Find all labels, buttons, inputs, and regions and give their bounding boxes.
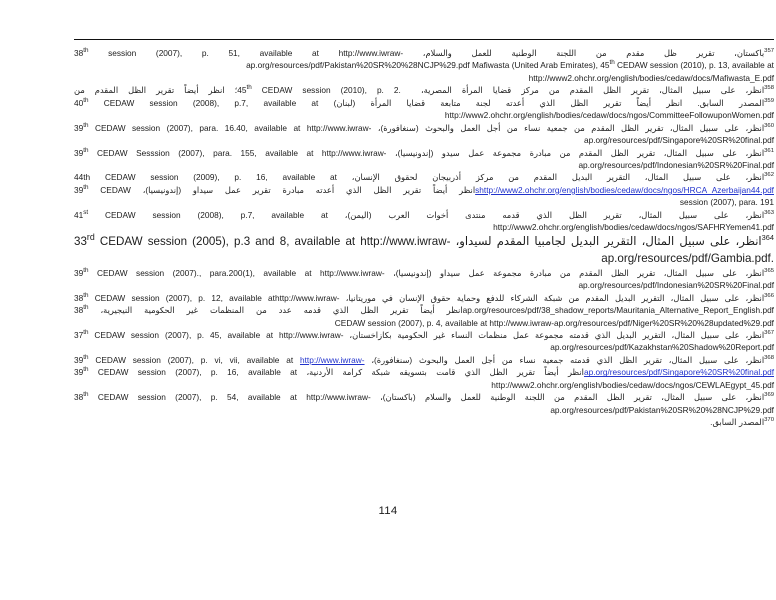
footnote-latin-text: 44th CEDAW session (2009), p. 16, available at [74, 172, 337, 183]
footnote-arabic-text: المصدر السابق. [710, 417, 765, 427]
footnote-latin-text: 38th session (2007), p. 51, available at http://www.iwraw- [74, 47, 404, 58]
footnote-362 [74, 171, 774, 183]
footnote-357-continuation-1: ap.org/resources/pdf/Pakistan%20SR%20%28NCJP%29.pdf Mafiwasta (United Arab Emirates), 45th CEDAW session (2010), p. 13, available at [246, 59, 774, 71]
footnote-arabic-text: انظر، على سبيل المثال، تقرير الظل الذي قدمته جمعية نساء من أجل العمل والبحوث (سنغافورة)، [364, 354, 765, 365]
footnote-369 [74, 391, 774, 403]
footnote-latin-text: 39th CEDAW session (2007), para. 16.40, available at http://www.iwraw- [74, 121, 372, 133]
footnote-arabic-text: انظر أيضاً تقرير الظل الذي قامت بتسويقه شبكة كرامة الأردنية، [297, 367, 584, 378]
footnote-latin-text: 41st CEDAW session (2008), p.7, available at [74, 208, 328, 220]
footnote-latin-text: 39th CEDAW session (2007), p. vi, vii, available at [74, 354, 300, 365]
footnote-marker: 357 [764, 48, 775, 55]
footnote-latin-text: 39th CEDAW [74, 184, 131, 195]
footnote-370 [74, 416, 774, 428]
footnote-arabic-text: انظر، على سبيل المثال، التقرير البديل الذي قدمته مجموعة عمل منظمات النساء غير الحكومية بكازاخستان، [343, 329, 765, 340]
footnote-arabic-text: انظر، على سبيل المثال، تقرير الظل المقدم من اللجنة الوطنية للعمل والسلام (باكستان)، [370, 392, 765, 403]
footnotes-container [74, 47, 774, 428]
footnote-marker: 364 [761, 233, 774, 243]
footnote-arabic-text: انظر، على سبيل المثال، التقرير البديل المقدم من مركز أذربيجان لحقوق الإنسان، [336, 172, 765, 183]
footnote-364-continuation-1: ap.org/resources/pdf/Gambia.pdf. [601, 251, 774, 265]
footnote-marker: 368 [764, 355, 774, 362]
footnote-arabic-text: انظر أيضاً تقرير الظل الذي أعدته مبادرة تقرير عمل سيداو (إندونيسيا)، [130, 184, 476, 195]
footnote-357-continuation-2: http://www2.ohchr.org/english/bodies/cedaw/docs/Mafiwasta_E.pdf [528, 72, 774, 83]
footnote-marker: 362 [764, 172, 774, 179]
footnote-marker: 359 [764, 97, 774, 104]
footnote-latin-text: 39th CEDAW Sesssion (2007), para. 155, available at http://www.iwraw- [74, 146, 387, 158]
footnote-arabic-text: المصدر السابق. انظر أيضاً تقرير الظل الذي أعدته لجنة متابعة قضايا المرأة (لبنان) [318, 97, 765, 108]
footnote-latin-text: 38th CEDAW session (2007), p. 54, available at http://www.iwraw- [74, 391, 371, 403]
footnote-latin-text: 39th CEDAW session (2007), p. 16, available at [74, 366, 298, 378]
footnote-358 [74, 84, 774, 96]
footnote-marker: 361 [764, 147, 774, 154]
footnote-368 [74, 354, 774, 366]
footnote-366-continuation-2: CEDAW session (2007), p. 4, available at http://www.iwraw-ap.org/resources/pdf/Niger%20SR%20%28updated%29.pdf [334, 317, 774, 328]
footnote-368-continuation-2: http://www2.ohchr.org/english/bodies/cedaw/docs/ngos/CEWLAEgypt_45.pdf [491, 379, 774, 390]
footnote-363-continuation-1: http://www2.ohchr.org/english/bodies/cedaw/docs/ngos/SAFHRYemen41.pdf [493, 222, 774, 233]
footnote-359-continuation-1: http://www2.ohchr.org/english/bodies/cedaw/docs/ngos/CommitteeFollowuponWomen.pdf [444, 110, 774, 121]
footnote-latin-text: 40th CEDAW session (2008), p.7, available at [74, 96, 319, 108]
footnote-arabic-text: انظر، على سبيل المثال، تقرير الظل الذي قدمه منتدى أخوات العرب (اليمن)، [327, 209, 765, 220]
footnote-359 [74, 97, 774, 109]
footnote-arabic-tail: ؛ انظر أيضاً تقرير الظل المقدم من [74, 85, 238, 96]
footnote-361-continuation-1: ap.org/resources/pdf/Indonesian%20SR%20Final.pdf [578, 159, 774, 170]
hyperlink-hrca-azerbaijan[interactable]: shttp://www2.ohchr.org/english/bodies/cedaw/docs/ngos/HRCA_Azerbaijan44.pdf [475, 184, 774, 195]
footnote-latin-text: 38th [74, 304, 89, 316]
footnote-marker: 369 [764, 392, 775, 399]
footnote-360-continuation-1: ap.org/resources/pdf/Singapore%20SR%20final.pdf [583, 135, 774, 146]
footnote-362-continuation-2: session (2007), para. 191 [679, 197, 774, 208]
footnote-latin-text: 45th CEDAW session (2010), p. 2. [237, 84, 411, 96]
footnote-latin-text: 39th CEDAW session (2007)., para.200(1), available at http://www.iwraw- [74, 266, 385, 278]
footnote-368-continuation [74, 366, 774, 378]
footnote-arabic-text: باكستان، تقرير ظل مقدم من اللجنة الوطنية للعمل والسلام، [403, 48, 765, 58]
footnote-369-continuation-1: ap.org/resources/pdf/Pakistan%20SR%20%28NCJP%29.pdf [550, 404, 774, 415]
footnote-arabic-text: انظر، على سبيل المثال، تقرير الظل المقدم من جمعية نساء من أجل العمل والبحوث (سنغافورة)، [371, 122, 765, 133]
hyperlink-singapore-sr[interactable]: ap.org/resources/pdf/Singapore%20SR%20final.pdf [583, 367, 774, 378]
footnote-364 [74, 234, 774, 249]
hyperlink-iwraw[interactable]: http://www.iwraw- [299, 354, 365, 365]
footnote-marker: 370 [764, 417, 774, 424]
footnote-arabic-text: انظر، على سبيل المثال، تقرير الظل المقدم من مركز قضايا المرأة المصرية، [410, 85, 765, 96]
footnote-362-continuation [74, 184, 774, 196]
footnote-arabic-text: انظر، على سبيل المثال، التقرير البديل لجامبيا المقدم لسيداو، [450, 235, 762, 249]
footnote-latin-url: ap.org/resources/pdf/38_shadow_reports/Mauritania_Alternative_Report_English.pdf [462, 305, 774, 316]
footnote-367 [74, 329, 774, 341]
footnote-marker: 365 [764, 267, 775, 274]
footnote-366 [74, 292, 774, 304]
footnote-latin-text: 37th CEDAW session (2007), p. 45, available at http://www.iwraw- [74, 329, 344, 340]
footnote-marker: 366 [764, 292, 774, 299]
footnote-365-continuation-1: ap.org/resources/pdf/Indonesian%20SR%20Final.pdf [578, 280, 774, 291]
footnote-arabic-text: انظر، على سبيل المثال، تقرير الظل المقدم من مبادرة مجموعة عمل سيدو (إندونيسيا)، [386, 147, 765, 158]
footnote-367-continuation-1: ap.org/resources/pdf/Kazakhstan%20Shadow%20Report.pdf [550, 342, 774, 353]
footnote-361 [74, 147, 774, 159]
footnote-separator-rule [74, 39, 774, 40]
footnote-363 [74, 209, 774, 221]
footnote-366-continuation [74, 304, 774, 316]
footnote-marker: 358 [764, 85, 774, 92]
footnote-arabic-text: انظر أيضاً تقرير الظل الذي قدمه عدد من المنظمات غير الحكومية النيجيرية، [88, 305, 463, 316]
page-number: 114 [378, 505, 398, 517]
footnote-marker: 367 [764, 330, 775, 337]
footnote-365 [74, 267, 774, 279]
footnote-marker: 363 [764, 209, 774, 216]
footnote-360 [74, 122, 774, 134]
footnote-357 [74, 47, 774, 59]
footnote-arabic-text: انظر، على سبيل المثال، تقرير الظل المقدم من مبادرة مجموعة عمل سيداو (إندونيسيا)، [384, 267, 765, 278]
footnote-latin-text: 38th CEDAW session (2007), p. 12, available athttp://www.iwraw- [74, 291, 340, 303]
footnote-marker: 360 [764, 122, 774, 129]
footnote-latin-text: 33rd CEDAW session (2005), p.3 and 8, available at http://www.iwraw- [74, 232, 451, 249]
footnote-arabic-text: انظر، على سبيل المثال، التقرير البديل المقدم من شبكة الشركاء للدفع وحماية حقوق الإنسان في موريتانيا، [339, 292, 765, 303]
